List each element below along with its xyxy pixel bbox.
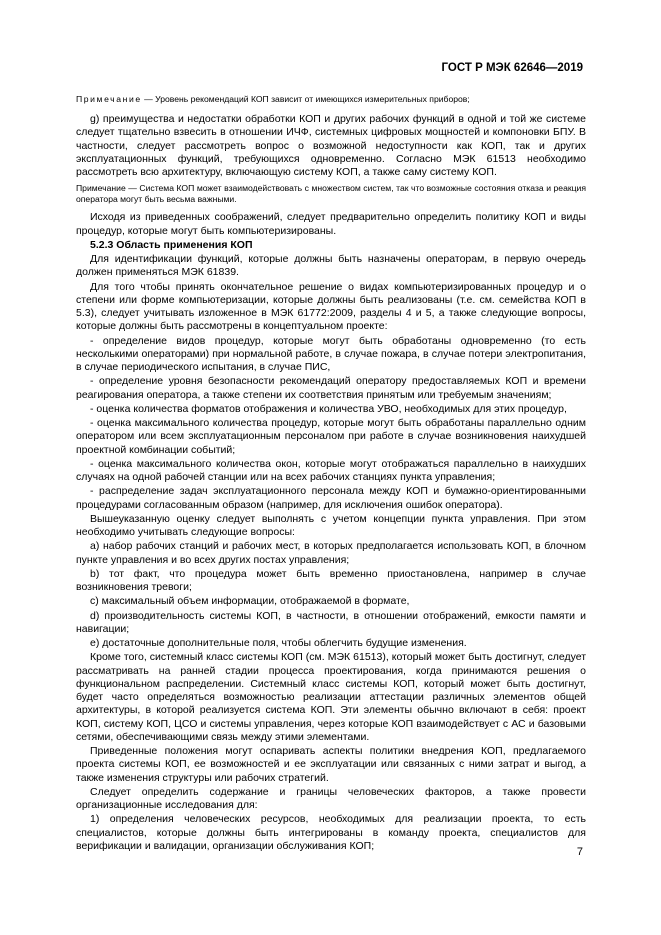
paragraph-identification: Для идентификации функций, которые должны быть назначены операторам, в первую очередь должен применяться МЭК 61839.: [76, 253, 586, 279]
document-body: [76, 94, 586, 854]
note-system-interaction: Примечание — Система КОП может взаимодействовать с множеством систем, так что возможные состояния отказа и реакция оператора могут быть весьма важными.: [76, 183, 586, 205]
bullet-parallel-procedures: - оценка максимального количества процедур, которые могут быть обработаны параллельно одним оператором или всем эксплуатационным персоналом при работе в случае возникновения наихудшей проектной комбинации событий;: [76, 417, 586, 456]
paragraph-g: g) преимущества и недостатки обработки КОП и других рабочих функций в одной и той же системе следует тщательно взвесить в отношении ИЧФ, системных цифровых мощностей и компоновки БПУ. В частности, следует рассмотреть вопрос о возможной недоступности как КОП, так и других эксплуатационных функций, требующихся одновременно. Согласно МЭК 61513 необходимо рассмотреть всю архитектуру, включающую систему КОП, а также саму систему КОП.: [76, 113, 586, 178]
bullet-display-formats: - оценка количества форматов отображения и количества УВО, необходимых для этих процедур,: [90, 402, 567, 415]
paragraph-human-factors: Следует определить содержание и границы человеческих факторов, а также провести организационные исследования для:: [76, 785, 586, 811]
list-item-1: 1) определения человеческих ресурсов, необходимых для реализации проекта, то есть специалистов, которые должны быть интегрированы в команду проекта, специалистов для верификации и валидации, организации обслуживания КОП;: [76, 813, 586, 852]
note-text: — Уровень рекомендаций КОП зависит от имеющихся измерительных приборов;: [141, 94, 470, 104]
section-heading-5-2-3: 5.2.3 Область применения КОП: [90, 238, 253, 251]
paragraph-system-class: Кроме того, системный класс системы КОП (см. МЭК 61513), который может быть достигнут, следует рассматривать на ранней стадии процесса проектирования, когда принимаются решения о функциональном распределении. Системный класс системы КОП, который может быть достигнут, будет часто определяться возможностью реализации аттестации различных элементов общей архитектуры, в которой реализуется система КОП. Эти элементы обычно включают в себя: проект КОП, систему КОП, ЦСО и системы управления, через которые КОП взаимодействует с АС и базовыми сетями, обеспечивающими связь между этими элементами.: [76, 651, 586, 743]
list-item-b: b) тот факт, что процедура может быть временно приостановлена, например в случае возникновения тревоги;: [76, 567, 586, 593]
paragraph-provisions: Приведенные положения могут оспаривать аспекты политики внедрения КОП, предлагаемого проекта системы КОП, ее возможностей и ее эксплуатации или связанных с ними затрат и выгод, а также изменения структуры или рабочих стратегий.: [76, 745, 586, 784]
paragraph-assessment: Вышеуказанную оценку следует выполнять с учетом концепции пункта управления. При этом необходимо учитывать следующие вопросы:: [76, 512, 586, 538]
note-measurement: [76, 94, 586, 105]
bullet-procedure-types: - определение видов процедур, которые могут быть обработаны одновременно (то есть несколькими операторами) при нормальной работе, в случае пожара, в случае потери электропитания, в случае периодического испытания, в случае ПИС,: [76, 334, 586, 373]
document-header: ГОСТ Р МЭК 62646—2019: [441, 62, 583, 74]
list-item-e: е) достаточные дополнительные поля, чтобы облегчить будущие изменения.: [90, 637, 467, 649]
bullet-task-distribution: - распределение задач эксплуатационного персонала между КОП и бумажно-ориентированными процедурами согласованным образом (например, для исключения ошибок оператора).: [76, 485, 586, 511]
page-number: 7: [576, 846, 583, 858]
list-item-a: а) набор рабочих станций и рабочих мест, в которых предполагается использовать КОП, в блочном пункте управления и во всех других постах управления;: [76, 540, 586, 566]
list-item-c: c) максимальный объем информации, отображаемой в формате,: [90, 595, 410, 608]
paragraph-final-decision: Для того чтобы принять окончательное решение о видах компьютеризированных процедур и о степени или форме компьютеризации, которые должны быть реализованы (т.е. см. семейства КОП в 5.3), следует учитывать изложенное в МЭК 61772:2009, разделы 4 и 5, а также следующие вопросы, которые должны быть рассмотрены в концептуальном проекте:: [76, 280, 586, 333]
bullet-parallel-windows: - оценка максимального количества окон, которые могут отображаться параллельно в наихудших случаях на одной рабочей станции или на всех рабочих станциях пункта управления;: [76, 457, 586, 483]
bullet-safety-level: - определение уровня безопасности рекомендаций оператору предоставляемых КОП и времени реагирования оператора, а также степени их соответствия принятым или требуемым значениям;: [76, 375, 586, 401]
paragraph-policy: Исходя из приведенных соображений, следует предварительно определить политику КОП и виды процедур, которые могут быть компьютеризированы.: [76, 211, 586, 237]
list-item-d: d) производительность системы КОП, в частности, в отношении отображений, емкости памяти и навигации;: [76, 609, 586, 635]
note-label: Примечание: [76, 94, 142, 104]
